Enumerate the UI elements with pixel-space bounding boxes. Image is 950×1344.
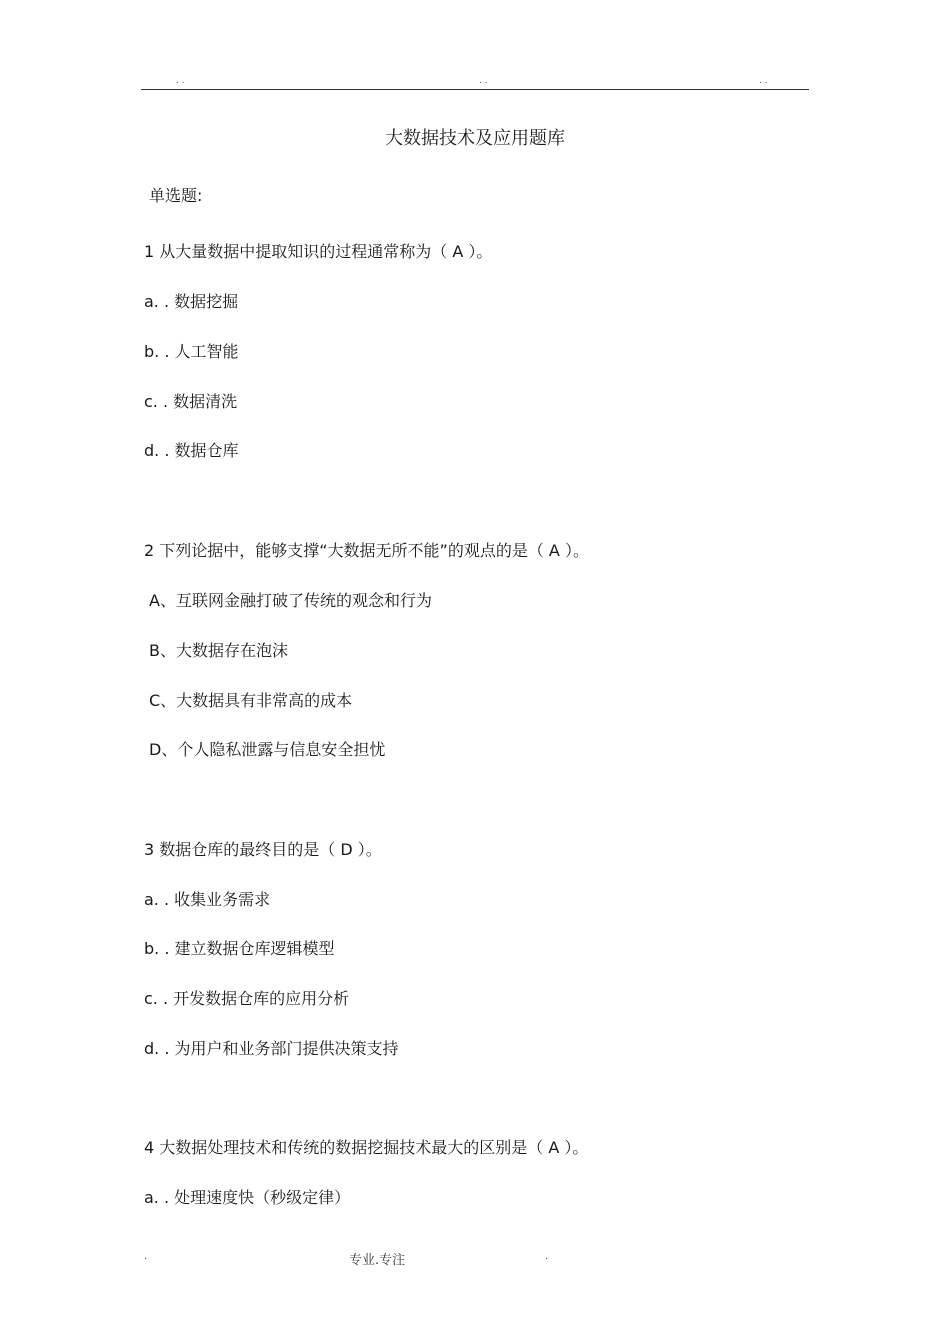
question-1-option-a: a. . 数据挖掘	[144, 292, 239, 311]
question-2-stem: 2 下列论据中，能够支撑“大数据无所不能”的观点的是（ A ）。	[144, 541, 589, 560]
question-3-option-a: a. . 收集业务需求	[144, 890, 271, 909]
footer-mark-right: .	[545, 1251, 549, 1262]
question-3-stem: 3 数据仓库的最终目的是（ D ）。	[144, 840, 382, 859]
header-rule	[141, 89, 809, 90]
question-2-option-b: B、大数据存在泡沫	[149, 641, 288, 660]
question-3-option-c: c. . 开发数据仓库的应用分析	[144, 989, 350, 1008]
question-4-stem: 4 大数据处理技术和传统的数据挖掘技术最大的区别是（ A ）。	[144, 1138, 589, 1157]
footer-mark-left: .	[144, 1251, 148, 1262]
document-title: 大数据技术及应用题库	[385, 128, 565, 149]
header-mark-right: . .	[759, 76, 768, 86]
section-label: 单选题:	[149, 186, 203, 205]
question-1-option-d: d. . 数据仓库	[144, 441, 239, 460]
question-4-option-a: a. . 处理速度快（秒级定律）	[144, 1188, 351, 1207]
footer-tagline: 专业.专注	[349, 1253, 406, 1268]
header-mark-center: . .	[479, 76, 488, 86]
question-3-option-d: d. . 为用户和业务部门提供决策支持	[144, 1039, 399, 1058]
question-1-option-b: b. . 人工智能	[144, 342, 239, 361]
question-3-option-b: b. . 建立数据仓库逻辑模型	[144, 939, 335, 958]
question-2-option-c: C、大数据具有非常高的成本	[149, 691, 353, 710]
question-1-option-c: c. . 数据清洗	[144, 392, 238, 411]
header-mark-left: . .	[176, 76, 185, 86]
question-1-stem: 1 从大量数据中提取知识的过程通常称为（ A ）。	[144, 242, 493, 261]
question-2-option-a: A、互联网金融打破了传统的观念和行为	[149, 591, 432, 610]
question-2-option-d: D、个人隐私泄露与信息安全担忧	[149, 740, 386, 759]
